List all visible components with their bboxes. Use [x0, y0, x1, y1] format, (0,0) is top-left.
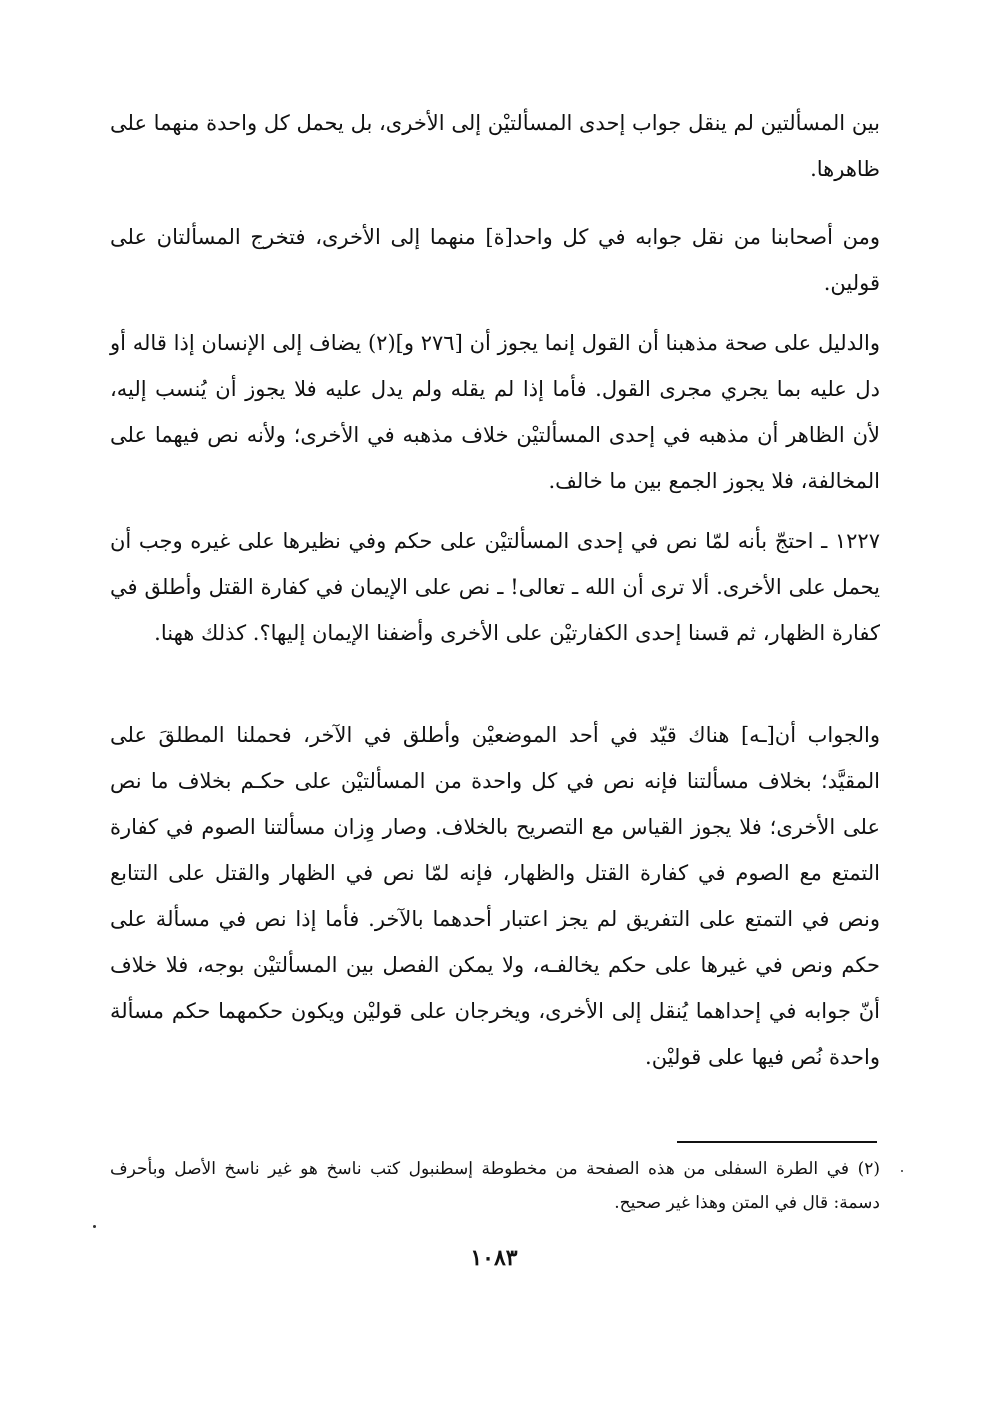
paragraph-answer: والجواب أن[ـه] هناك قيّد في أحد الموضعيْن وأطلق في الآخر، فحملنا المطلقَ على المقيَّد؛ بخلاف مسألتنا فإنه نص في كل واحدة من المسألتيْن على حكـم بخلاف ما نص على الأخرى؛ فلا يجوز القياس مع التصريح بالخلاف. وصار وِزان مسألتنا الصوم في كفارة التمتع مع الصوم في كفارة القتل والظهار، فإنه لمّا نص في الظهار والقتل على التتابع ونص في التمتع على التفريق لم يجز اعتبار أحدهما بالآخر. فأما إذا نص في مسألة على حكم ونص في غيرها على حكم يخالفـه، ولا يمكن الفصل بين المسألتيْن بوجه، فلا خلاف أنّ جوابه في إحداهما يُنقل إلى الأخرى، ويخرجان على قوليْن ويكون حكمهما حكم مسألة واحدة نُص فيها على قوليْن. — [110, 723, 880, 1069]
paragraph-companions-view: ومن أصحابنا من نقل جوابه في كل واحد[ة] منهما إلى الأخرى، فتخرج المسألتان على قولين. — [110, 225, 880, 295]
footnote-2: (٢) في الطرة السفلى من هذه الصفحة من مخطوطة إسطنبول كتب ناسخ هو غير ناسخ الأصل وبأحرف دسمة: قال في المتن وهذا غير صحيح. — [110, 1159, 880, 1213]
footnote-separator — [677, 1141, 877, 1143]
scan-speck — [93, 1225, 96, 1228]
paragraph-1227-objection: ١٢٢٧ ـ احتجّ بأنه لمّا نص في إحدى المسألتيْن على حكم وفي نظيرها على غيره وجب أن يحمل على الأخرى. ألا ترى أن الله ـ تعالى! ـ نص على الإيمان في كفارة القتل وأطلق في كفارة الظهار، ثم قسنا إحدى الكفارتيْن على الأخرى وأضفنا الإيمان إليها؟. كذلك ههنا. — [110, 529, 880, 645]
scan-speck — [901, 1170, 903, 1172]
paragraph-continuation: بين المسألتين لم ينقل جواب إحدى المسألتيْن إلى الأخرى، بل يحمل كل واحدة منهما على ظاهرها. — [110, 111, 880, 181]
paragraph-evidence: والدليل على صحة مذهبنا أن القول إنما يجوز أن [٢٧٦ و](٢) يضاف إلى الإنسان إذا قاله أو دل عليه بما يجري مجرى القول. فأما إذا لم يقله ولم يدل عليه فلا يجوز أن يُنسب إليه، لأن الظاهر أن مذهبه في إحدى المسألتيْن خلاف مذهبه في الأخرى؛ ولأنه نص فيهما على المخالفة، فلا يجوز الجمع بين ما خالف. — [110, 331, 880, 493]
page-number: ١٠٨٣ — [470, 1245, 518, 1271]
